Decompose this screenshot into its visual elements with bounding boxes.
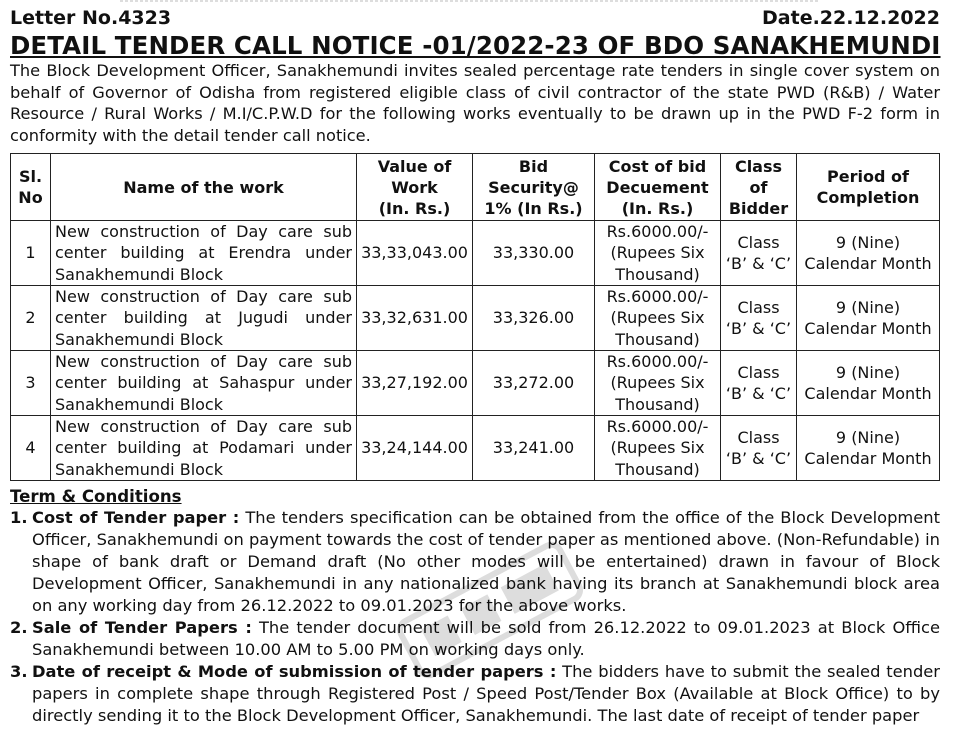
cell-cost: Rs.6000.00/- (Rupees Six Thousand) bbox=[595, 286, 721, 351]
term-heading: Date of receipt & Mode of submission of tender papers : bbox=[32, 662, 557, 681]
intro-paragraph: The Block Development Officer, Sanakhemundi invites sealed percentage rate tenders in single cover system on behalf of Governor of Odisha from registered eligible class of civil contractor of the state PWD (R&B) / Water Resource / Rural Works / M.I/C.P.W.D for the following works eventually to be drawn up in the PWD F-2 form in conformity with the detail tender call notice. bbox=[10, 61, 940, 145]
table-row bbox=[11, 351, 940, 416]
works-table bbox=[10, 153, 940, 481]
col-header-class: Class of Bidder bbox=[721, 154, 797, 221]
cell-period: 9 (Nine) Calendar Month bbox=[797, 416, 940, 481]
cell-period: 9 (Nine) Calendar Month bbox=[797, 286, 940, 351]
table-row bbox=[11, 221, 940, 286]
cell-value: 33,24,144.00 bbox=[357, 416, 473, 481]
cell-period: 9 (Nine) Calendar Month bbox=[797, 221, 940, 286]
term-number: 2. bbox=[10, 618, 28, 637]
cell-period: 9 (Nine) Calendar Month bbox=[797, 351, 940, 416]
letter-header bbox=[10, 5, 940, 29]
cell-bid: 33,330.00 bbox=[473, 221, 595, 286]
col-header-name: Name of the work bbox=[51, 154, 357, 221]
cell-work-name: New construction of Day care sub center building at Sahaspur under Sanakhemundi Block bbox=[51, 351, 357, 416]
cell-sl: 3 bbox=[11, 351, 51, 416]
col-header-period: Period of Completion bbox=[797, 154, 940, 221]
term-heading: Sale of Tender Papers : bbox=[32, 618, 252, 637]
scan-top-edge bbox=[0, 0, 954, 4]
cell-value: 33,33,043.00 bbox=[357, 221, 473, 286]
cell-class: Class ‘B’ & ‘C’ bbox=[721, 286, 797, 351]
cell-bid: 33,326.00 bbox=[473, 286, 595, 351]
cell-cost: Rs.6000.00/- (Rupees Six Thousand) bbox=[595, 351, 721, 416]
cell-sl: 2 bbox=[11, 286, 51, 351]
term-item bbox=[10, 661, 940, 727]
term-body bbox=[32, 617, 940, 661]
term-item bbox=[10, 617, 940, 661]
cell-sl: 4 bbox=[11, 416, 51, 481]
col-header-cost: Cost of bid Decuement (In. Rs.) bbox=[595, 154, 721, 221]
cell-sl: 1 bbox=[11, 221, 51, 286]
term-text: The tenders specification can be obtained from the office of the Block Development Officer, Sanakhemundi on payment towards the cost of tender paper as mentioned above. (Non-Refundable) in shape of bank draft or Demand draft (No other modes will be entertained) drawn in favour of Block Development Officer, Sanakhemundi in any nationalized bank having its branch at Sanakhemundi block area on any working day from 26.12.2022 to 09.01.2023 for the above works. bbox=[32, 508, 940, 615]
terms-heading: Term & Conditions bbox=[10, 487, 182, 506]
cell-class: Class ‘B’ & ‘C’ bbox=[721, 416, 797, 481]
term-number: 3. bbox=[10, 662, 28, 681]
col-header-value: Value of Work (In. Rs.) bbox=[357, 154, 473, 221]
term-number: 1. bbox=[10, 508, 28, 527]
term-heading: Cost of Tender paper : bbox=[32, 508, 240, 527]
notice-title: DETAIL TENDER CALL NOTICE -01/2022-23 OF BDO SANAKHEMUNDI bbox=[10, 31, 941, 60]
table-header-row bbox=[11, 154, 940, 221]
letter-number: Letter No.4323 bbox=[10, 7, 172, 29]
cell-work-name: New construction of Day care sub center building at Podamari under Sanakhemundi Block bbox=[51, 416, 357, 481]
cell-work-name: New construction of Day care sub center building at Jugudi under Sanakhemundi Block bbox=[51, 286, 357, 351]
term-text: The tender document will be sold from 26.12.2022 to 09.01.2023 at Block Office Sanakhemundi between 10.00 AM to 5.00 PM on working days only. bbox=[32, 618, 940, 659]
table-row bbox=[11, 286, 940, 351]
cell-class: Class ‘B’ & ‘C’ bbox=[721, 351, 797, 416]
table-row bbox=[11, 416, 940, 481]
cell-class: Class ‘B’ & ‘C’ bbox=[721, 221, 797, 286]
cell-cost: Rs.6000.00/- (Rupees Six Thousand) bbox=[595, 416, 721, 481]
cell-bid: 33,241.00 bbox=[473, 416, 595, 481]
col-header-bid-security: Bid Security@ 1% (In Rs.) bbox=[473, 154, 595, 221]
cell-work-name: New construction of Day care sub center building at Erendra under Sanakhemundi Block bbox=[51, 221, 357, 286]
term-body bbox=[32, 507, 940, 617]
cell-value: 33,32,631.00 bbox=[357, 286, 473, 351]
col-header-sl-no: Sl. No bbox=[11, 154, 51, 221]
cell-value: 33,27,192.00 bbox=[357, 351, 473, 416]
letter-date: Date.22.12.2022 bbox=[762, 7, 940, 29]
cell-bid: 33,272.00 bbox=[473, 351, 595, 416]
term-item bbox=[10, 507, 940, 617]
term-body bbox=[32, 661, 940, 727]
term-text: The bidders have to submit the sealed tender papers in complete shape through Registered Post / Speed Post/Tender Box (Available at Block Office) to by directly sending it to the Block Development Officer, Sanakhemundi. The last date of receipt of tender paper bbox=[32, 662, 940, 725]
cell-cost: Rs.6000.00/- (Rupees Six Thousand) bbox=[595, 221, 721, 286]
